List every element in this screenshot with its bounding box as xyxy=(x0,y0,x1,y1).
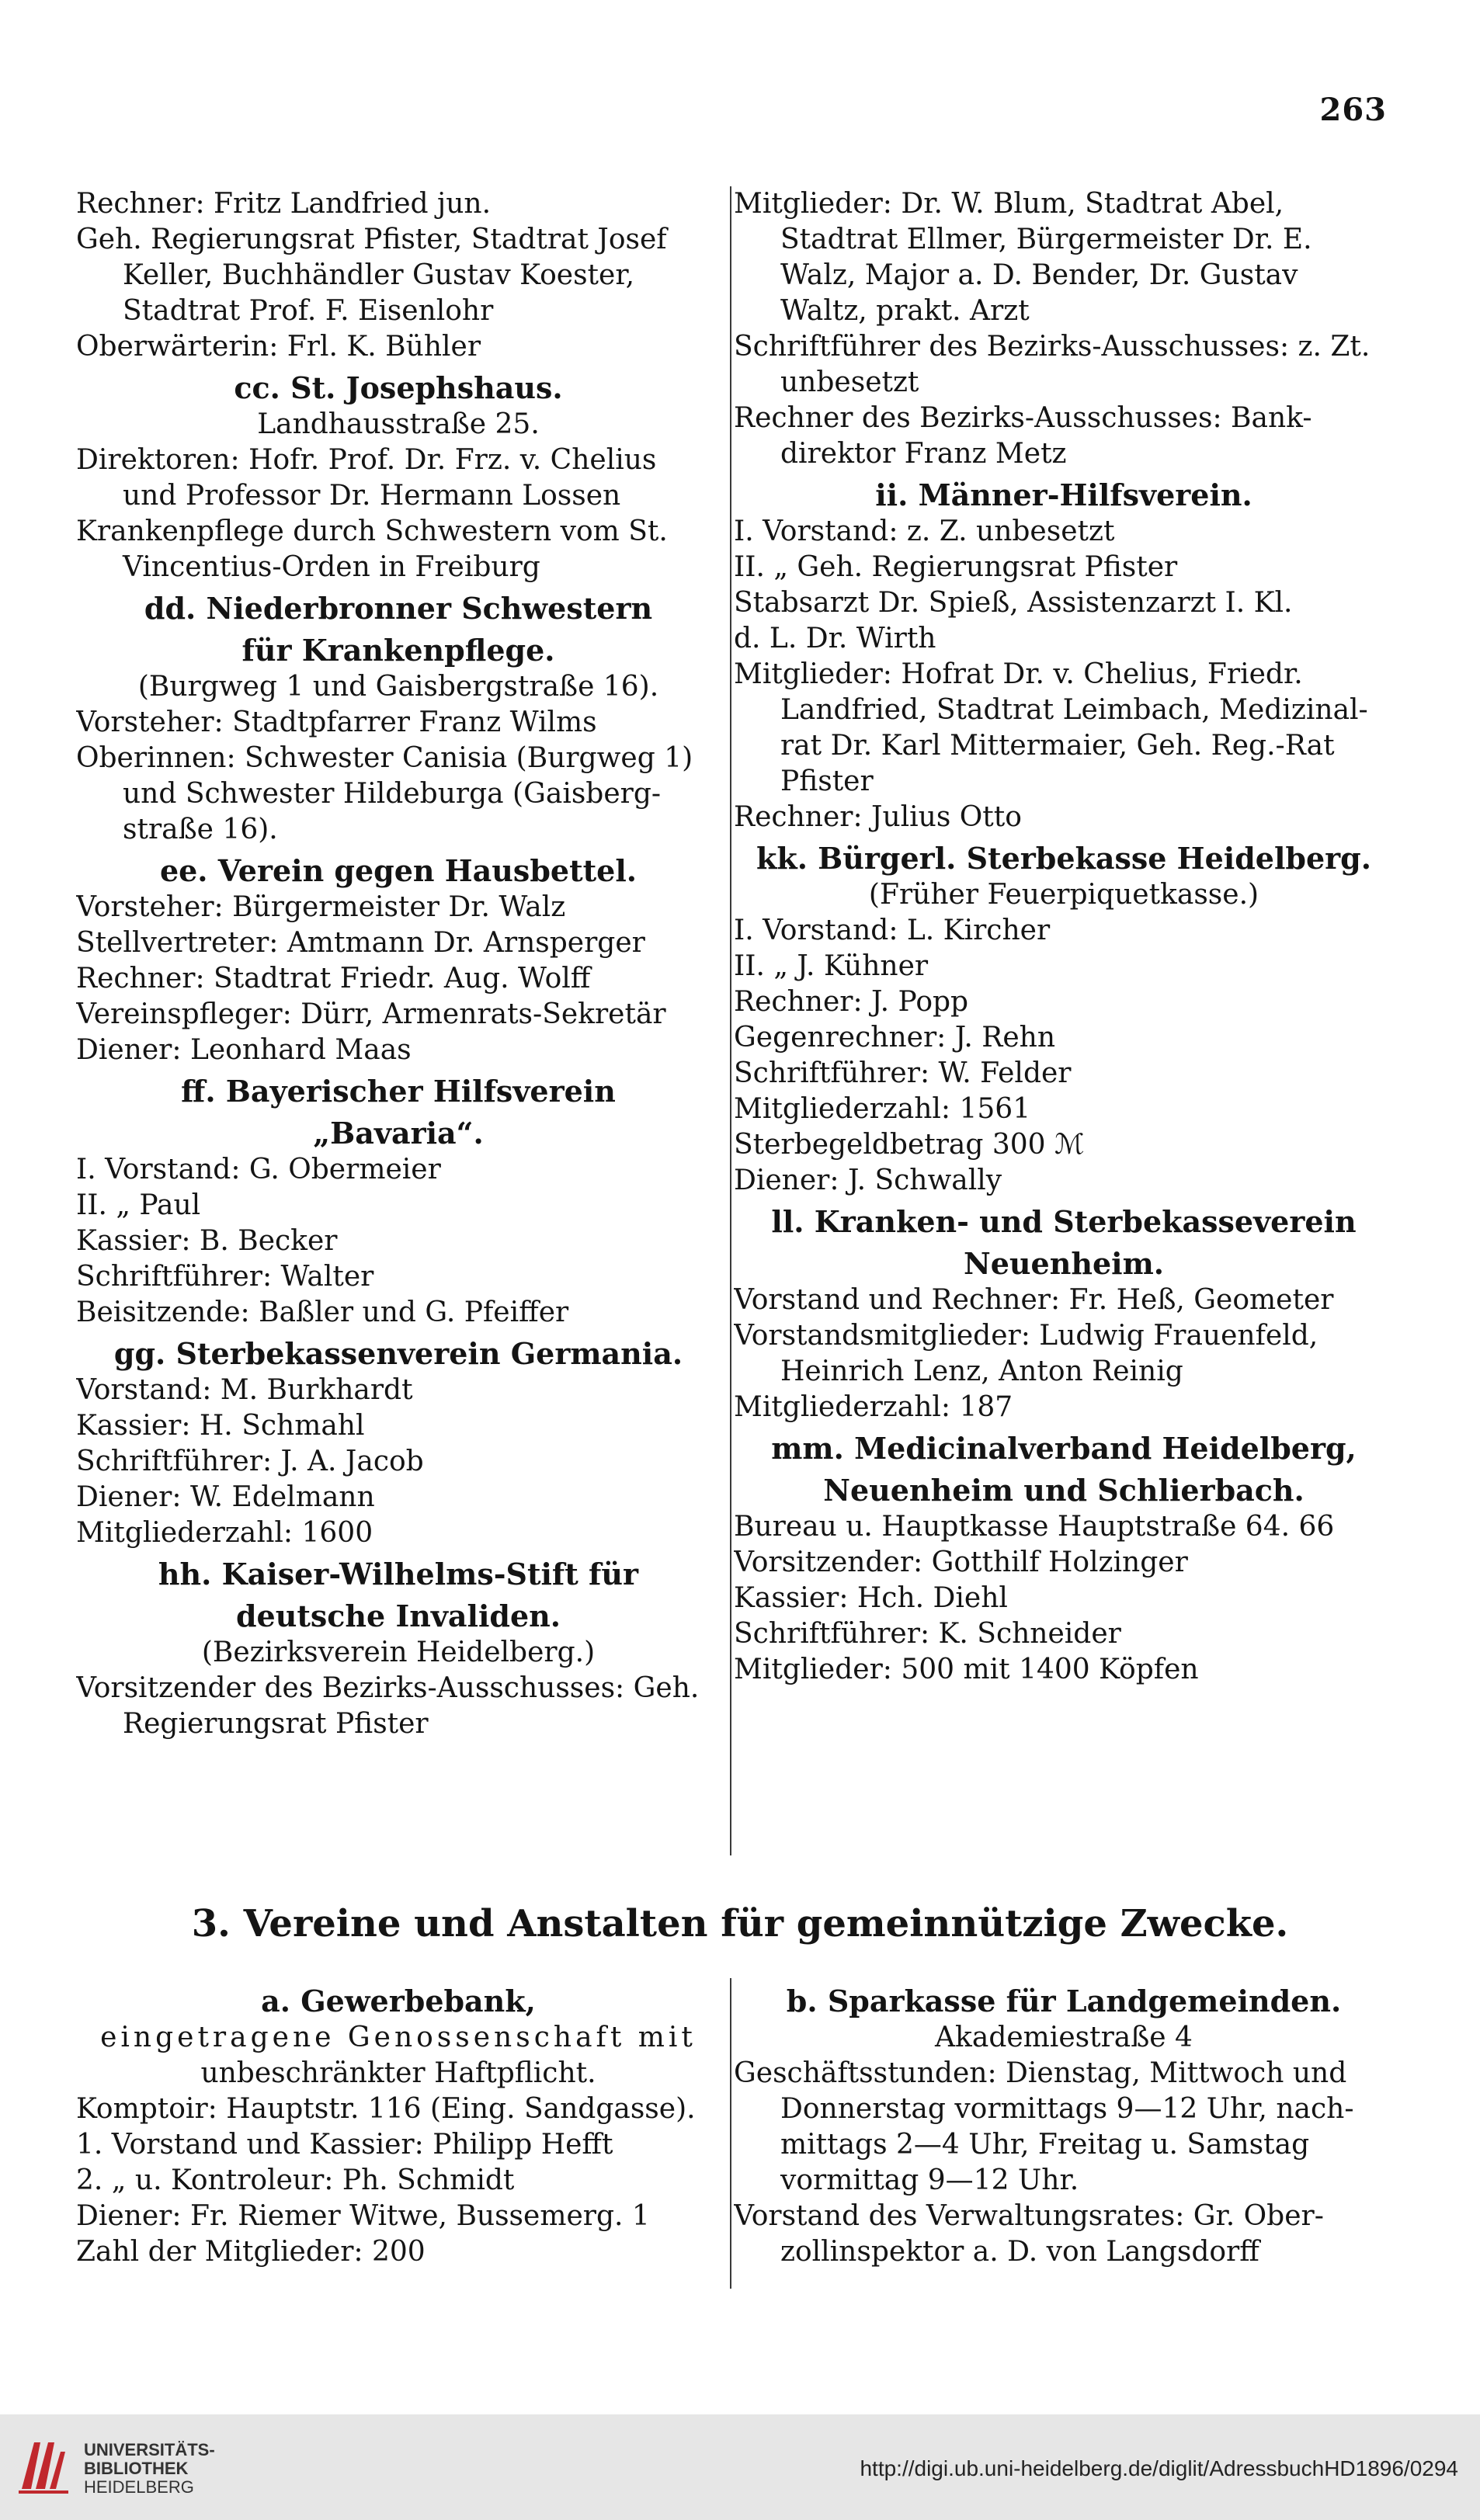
text-line: Mitglieder: Hofrat Dr. v. Chelius, Friedr. xyxy=(734,658,1303,690)
text-line: Diener: W. Edelmann xyxy=(76,1481,375,1513)
text-line: II. „ Paul xyxy=(76,1189,201,1221)
section-title: 3. Vereine und Anstalten für gemeinnützige Zwecke. xyxy=(191,1902,1289,1946)
column-divider-bottom xyxy=(730,1978,731,2289)
right-column-bottom xyxy=(734,1978,1394,2270)
text-line: Oberinnen: Schwester Canisia (Burgweg 1) xyxy=(76,742,693,774)
text-line: Keller, Buchhändler Gustav Koester, xyxy=(123,259,635,291)
entry-heading: ee. Verein gegen Hausbettel. xyxy=(159,853,638,888)
entry-heading: a. Gewerbebank, xyxy=(261,1984,536,2018)
text-line: Bureau u. Hauptkasse Hauptstraße 64. 66 xyxy=(734,1511,1335,1543)
text-line: straße 16). xyxy=(123,814,278,845)
library-name xyxy=(84,2441,215,2497)
text-line: Stabsarzt Dr. Spieß, Assistenzarzt I. Kl. xyxy=(734,587,1293,619)
text-line: Geh. Regierungsrat Pfister, Stadtrat Josef xyxy=(76,224,667,255)
page-number: 263 xyxy=(1319,92,1387,128)
entry-heading: Neuenheim und Schlierbach. xyxy=(823,1473,1305,1508)
text-line: Vincentius-Orden in Freiburg xyxy=(123,551,540,583)
text-line: Rechner: J. Popp xyxy=(734,986,969,1018)
text-line: II. „ Geh. Regierungsrat Pfister xyxy=(734,551,1178,583)
source-url-link[interactable]: http://digi.ub.uni-heidelberg.de/diglit/AdressbuchHD1896/0294 xyxy=(860,2456,1458,2480)
text-line: 1. Vorstand und Kassier: Philipp Hefft xyxy=(76,2129,613,2161)
library-name-line-1: UNIVERSITÄTS- xyxy=(84,2440,215,2459)
text-line: Mitglieder: 500 mit 1400 Köpfen xyxy=(734,1654,1199,1685)
text-line: Schriftführer: J. A. Jacob xyxy=(76,1446,424,1477)
entry-heading: Neuenheim. xyxy=(963,1246,1165,1281)
text-line: Vorsitzender des Bezirks-Ausschusses: Geh. xyxy=(76,1672,700,1704)
text-line: Rechner: Julius Otto xyxy=(734,801,1022,833)
text-line: mittags 2—4 Uhr, Freitag u. Samstag xyxy=(780,2129,1310,2161)
left-column-bottom xyxy=(76,1978,721,2270)
text-line: Beisitzende: Baßler und G. Pfeiffer xyxy=(76,1296,569,1328)
right-column-top xyxy=(734,186,1394,1688)
text-line: und Schwester Hildeburga (Gaisberg- xyxy=(123,778,662,810)
text-line: Direktoren: Hofr. Prof. Dr. Frz. v. Chelius xyxy=(76,444,657,476)
column-divider-top xyxy=(730,186,731,1855)
text-line: Regierungsrat Pfister xyxy=(123,1708,429,1740)
text-line: Mitgliederzahl: 1600 xyxy=(76,1517,373,1549)
library-logo-icon xyxy=(16,2435,71,2497)
text-line: Schriftführer: Walter xyxy=(76,1261,374,1293)
text-line: I. Vorstand: G. Obermeier xyxy=(76,1154,441,1185)
text-line: Heinrich Lenz, Anton Reinig xyxy=(780,1355,1183,1387)
entry-heading: „Bavaria“. xyxy=(313,1116,484,1151)
text-line: Schriftführer: K. Schneider xyxy=(734,1618,1121,1650)
text-line: Diener: Fr. Riemer Witwe, Bussemerg. 1 xyxy=(76,2200,650,2232)
text-line: rat Dr. Karl Mittermaier, Geh. Reg.-Rat xyxy=(780,730,1335,762)
text-line: Geschäftsstunden: Dienstag, Mittwoch und xyxy=(734,2057,1347,2089)
entry-heading: ff. Bayerischer Hilfsverein xyxy=(181,1074,616,1109)
left-column-top xyxy=(76,186,721,1742)
text-line: Stellvertreter: Amtmann Dr. Arnsperger xyxy=(76,927,645,959)
text-line: Walz, Major a. D. Bender, Dr. Gustav xyxy=(780,259,1298,291)
text-line: Sterbegeldbetrag 300 ℳ xyxy=(734,1129,1085,1161)
text-line: Schriftführer des Bezirks-Ausschusses: z. Zt. xyxy=(734,331,1371,363)
entry-heading: dd. Niederbronner Schwestern xyxy=(144,591,653,626)
text-line: 2. „ u. Kontroleur: Ph. Schmidt xyxy=(76,2164,515,2196)
text-line: Krankenpflege durch Schwestern vom St. xyxy=(76,515,668,547)
text-line: Kassier: B. Becker xyxy=(76,1225,338,1257)
text-line: I. Vorstand: L. Kircher xyxy=(734,915,1051,946)
text-line: Zahl der Mitglieder: 200 xyxy=(76,2236,426,2268)
entry-heading: kk. Bürgerl. Sterbekasse Heidelberg. xyxy=(756,841,1371,876)
text-line: Vorstandsmitglieder: Ludwig Frauenfeld, xyxy=(734,1320,1318,1352)
entry-subheading: Akademiestraße 4 xyxy=(935,2022,1193,2053)
text-line: Schriftführer: W. Felder xyxy=(734,1057,1072,1089)
text-line: Rechner: Stadtrat Friedr. Aug. Wolff xyxy=(76,963,591,994)
text-line: Donnerstag vormittags 9—12 Uhr, nach- xyxy=(780,2093,1354,2125)
text-line: Vorsteher: Bürgermeister Dr. Walz xyxy=(76,891,566,923)
text-line: zollinspektor a. D. von Langsdorff xyxy=(780,2236,1259,2268)
entry-heading: mm. Medicinalverband Heidelberg, xyxy=(771,1431,1357,1466)
text-line: II. „ J. Kühner xyxy=(734,950,929,982)
text-line: Diener: Leonhard Maas xyxy=(76,1034,412,1066)
entry-heading: gg. Sterbekassenverein Germania. xyxy=(113,1336,683,1371)
text-line: Pfister xyxy=(780,765,874,797)
text-line: I. Vorstand: z. Z. unbesetzt xyxy=(734,515,1115,547)
text-line: Rechner des Bezirks-Ausschusses: Bank- xyxy=(734,402,1312,434)
text-line: Stadtrat Ellmer, Bürgermeister Dr. E. xyxy=(780,224,1312,255)
text-line: Landfried, Stadtrat Leimbach, Medizinal- xyxy=(780,694,1368,726)
text-line: Komptoir: Hauptstr. 116 (Eing. Sandgasse). xyxy=(76,2093,696,2125)
text-line: Diener: J. Schwally xyxy=(734,1165,1002,1196)
library-name-line-2: BIBLIOTHEK xyxy=(84,2459,189,2478)
text-line: Mitgliederzahl: 1561 xyxy=(734,1093,1031,1125)
text-line: Vorstand des Verwaltungsrates: Gr. Ober- xyxy=(734,2200,1324,2232)
text-line: Vorsteher: Stadtpfarrer Franz Wilms xyxy=(76,706,597,738)
text-line: d. L. Dr. Wirth xyxy=(734,623,936,654)
text-line: Vorstand: M. Burkhardt xyxy=(76,1374,413,1406)
text-line: Waltz, prakt. Arzt xyxy=(780,295,1030,327)
entry-heading: b. Sparkasse für Landgemeinden. xyxy=(786,1984,1342,2018)
text-line: direktor Franz Metz xyxy=(780,438,1067,470)
entry-heading: ll. Kranken- und Sterbekasseverein xyxy=(771,1204,1357,1239)
text-line: Vorsitzender: Gotthilf Holzinger xyxy=(734,1546,1188,1578)
text-line: Stadtrat Prof. F. Eisenlohr xyxy=(123,295,494,327)
entry-subheading: (Früher Feuerpiquetkasse.) xyxy=(868,879,1259,911)
entry-subheading: eingetragene Genossenschaft mit xyxy=(100,2022,697,2053)
entry-heading: deutsche Invaliden. xyxy=(235,1598,561,1633)
text-line: Vorstand und Rechner: Fr. Heß, Geometer xyxy=(734,1284,1334,1316)
text-line: Oberwärterin: Frl. K. Bühler xyxy=(76,331,481,363)
entry-subheading: (Burgweg 1 und Gaisbergstraße 16). xyxy=(137,671,659,703)
text-line: Mitgliederzahl: 187 xyxy=(734,1391,1013,1423)
text-line: Kassier: Hch. Diehl xyxy=(734,1582,1008,1614)
text-line: vormittag 9—12 Uhr. xyxy=(780,2164,1079,2196)
text-line: und Professor Dr. Hermann Lossen xyxy=(123,480,621,512)
text-line: Rechner: Fritz Landfried jun. xyxy=(76,188,492,220)
text-line: Kassier: H. Schmahl xyxy=(76,1410,365,1442)
text-line: unbesetzt xyxy=(780,366,919,398)
library-name-line-3: HEIDELBERG xyxy=(84,2477,194,2497)
text-line: Gegenrechner: J. Rehn xyxy=(734,1022,1056,1053)
entry-heading: für Krankenpflege. xyxy=(241,633,555,668)
entry-heading: hh. Kaiser-Wilhelms-Stift für xyxy=(158,1557,639,1591)
entry-subheading: (Bezirksverein Heidelberg.) xyxy=(201,1637,596,1668)
entry-subheading: Landhausstraße 25. xyxy=(257,408,540,440)
entry-heading: ii. Männer-Hilfsverein. xyxy=(875,477,1252,512)
entry-heading: cc. St. Josephshaus. xyxy=(234,370,563,405)
text-line: Mitglieder: Dr. W. Blum, Stadtrat Abel, xyxy=(734,188,1284,220)
text-line: Vereinspfleger: Dürr, Armenrats-Sekretär xyxy=(76,998,666,1030)
footer-bar xyxy=(0,2414,1480,2520)
entry-subheading: unbeschränkter Haftpflicht. xyxy=(200,2057,596,2089)
